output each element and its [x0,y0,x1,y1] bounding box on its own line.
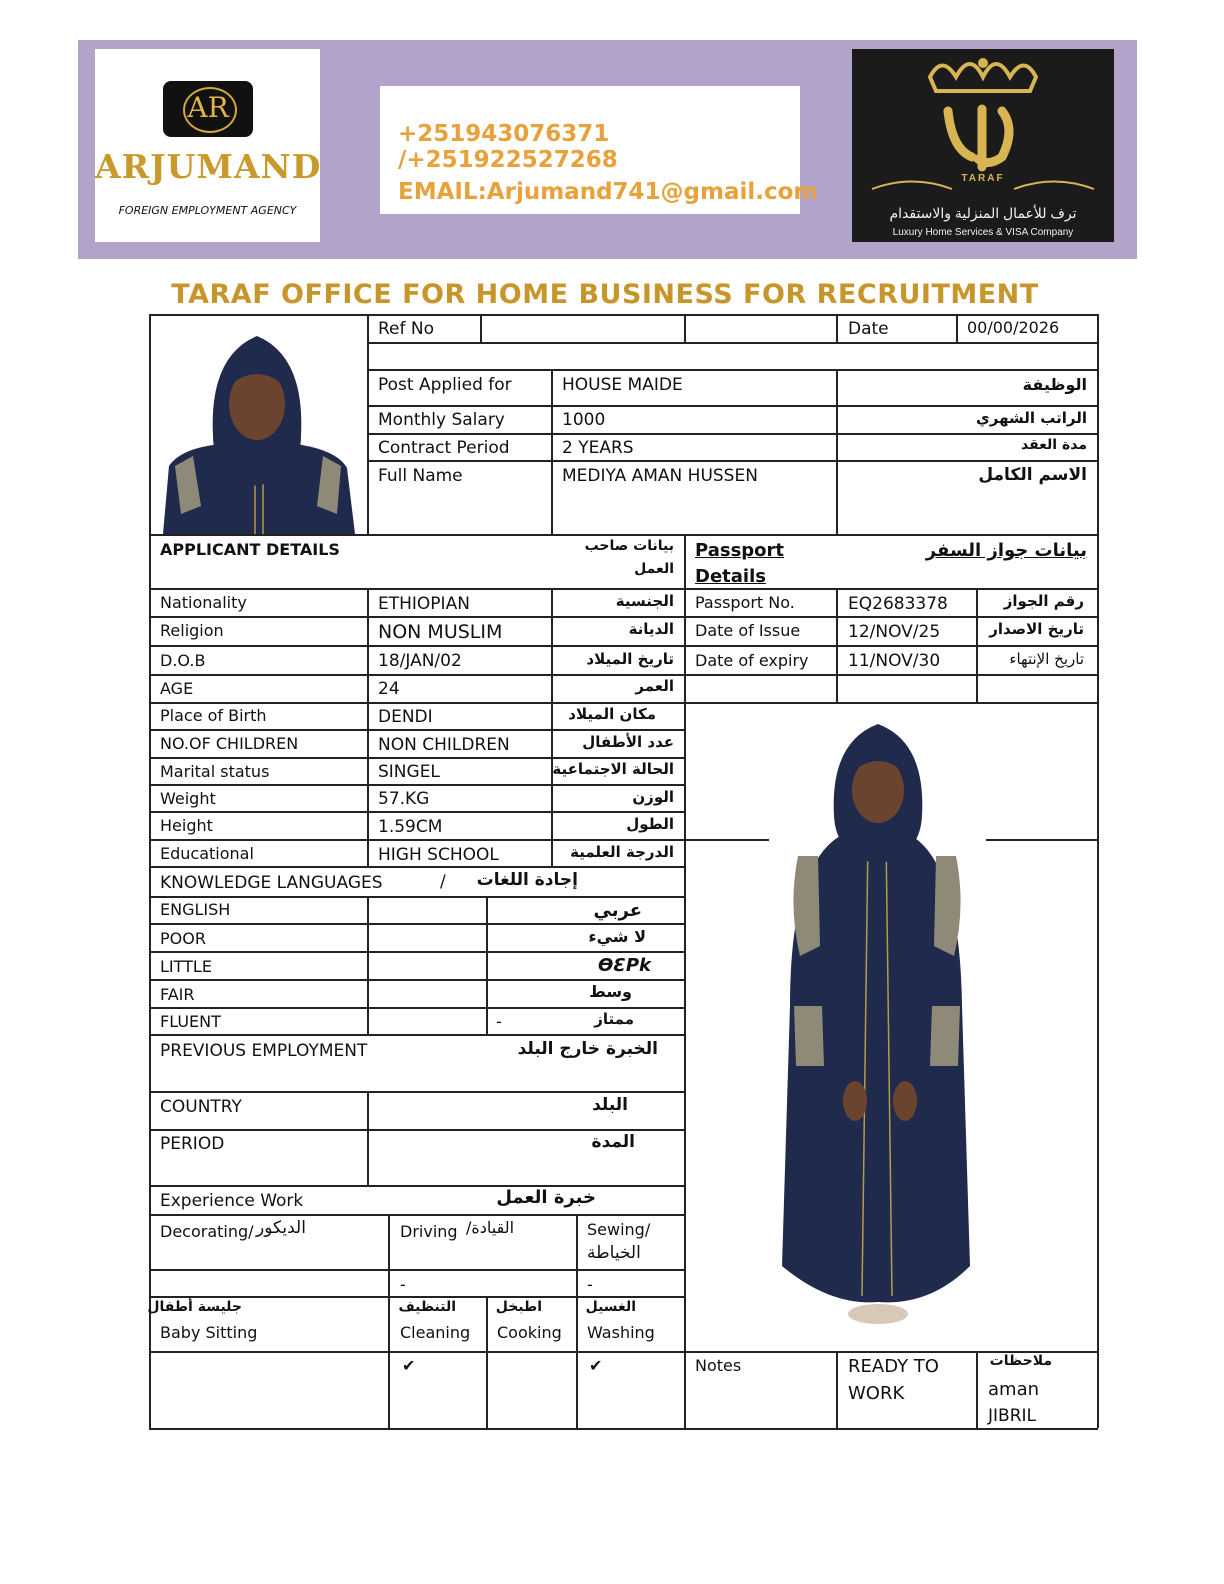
applicant-portrait-photo [151,316,366,534]
period-label: PERIOD [160,1134,225,1154]
agency-name: ARJUMAND [95,147,322,186]
language-row-mid: - [496,1012,502,1031]
ar-initials: AR [187,91,229,124]
cooking-arabic: اطبخل [495,1299,542,1315]
date-of-expiry-label: Date of expiry [695,651,809,670]
post-applied-label: Post Applied for [378,375,512,395]
applicant-details-arabic-1: بيانات صاحب [584,538,674,554]
weight-arabic: الوزن [632,788,674,806]
notes-label: Notes [695,1356,742,1375]
taraf-subtitle: Luxury Home Services & VISA Company [892,227,1074,238]
period-arabic: المدة [591,1132,635,1152]
date-of-issue-value: 12/NOV/25 [848,622,941,642]
age-value: 24 [378,679,400,699]
washing-check-icon: ✔ [589,1358,603,1375]
monthly-salary-label: Monthly Salary [378,410,505,430]
height-value: 1.59CM [378,817,443,837]
notes-extra-line-2: JIBRIL [988,1406,1036,1426]
previous-employment-heading: PREVIOUS EMPLOYMENT [160,1041,368,1061]
children-arabic: عدد الأطفال [582,733,674,751]
washing-arabic: الغسيل [585,1299,636,1315]
marital-status-arabic: الحالة الاجتماعية [552,760,674,778]
language-row-arabic: ممتاز [594,1010,634,1028]
baby-sitting-arabic: جليسة أطفال [147,1299,242,1315]
height-arabic: الطول [626,815,674,833]
experience-work-heading: Experience Work [160,1191,304,1211]
notes-value-line-2: WORK [848,1383,905,1404]
applicant-full-body-photo [770,706,985,1346]
language-row-arabic: عربي [593,900,642,921]
passport-details-arabic: بيانات جواز السفر [925,540,1087,561]
passport-no-arabic: رقم الجواز [1003,592,1084,610]
previous-employment-arabic: الخبرة خارج البلد [517,1039,658,1059]
contract-period-arabic: مدة العقد [1020,437,1087,453]
children-value: NON CHILDREN [378,735,510,755]
language-row-arabic: وسط [589,982,632,1001]
date-value: 00/00/2026 [967,318,1060,337]
language-row-label: FLUENT [160,1012,221,1031]
language-row-label: LITTLE [160,957,212,976]
arjumand-logo [95,49,320,242]
passport-details-heading-1: Passport [695,540,785,561]
country-label: COUNTRY [160,1097,242,1117]
date-label: Date [848,319,889,339]
notes-value-line-1: READY TO [848,1356,939,1377]
weight-label: Weight [160,789,216,808]
language-row-label: FAIR [160,985,195,1004]
religion-arabic: الديانة [628,620,674,638]
passport-no-value: EQ2683378 [848,594,948,614]
weight-value: 57.KG [378,789,430,809]
decorating-label: Decorating/ [160,1222,254,1241]
phone-numbers: +251943076371 /+251922527268 [398,121,618,173]
educational-arabic: الدرجة العلمية [570,843,674,861]
email-address: EMAIL:Arjumand741@gmail.com [398,179,818,205]
applicant-details-arabic-2: العمل [634,561,674,577]
country-arabic: البلد [592,1095,628,1115]
place-of-birth-arabic: مكان الميلاد [568,705,656,723]
languages-slash: / [440,872,446,892]
cleaning-arabic: التنظيف [398,1299,456,1315]
contract-period-value: 2 YEARS [562,438,634,458]
ref-no-label: Ref No [378,319,435,339]
sewing-label: Sewing/ [587,1220,651,1239]
taraf-logo [852,49,1114,242]
height-label: Height [160,816,213,835]
washing-label: Washing [587,1323,655,1342]
notes-extra-line-1: aman [988,1379,1040,1400]
educational-label: Educational [160,844,254,863]
dob-label: D.O.B [160,651,206,670]
experience-work-arabic: خبرة العمل [496,1187,596,1208]
notes-arabic: ملاحظات [989,1353,1052,1369]
educational-value: HIGH SCHOOL [378,845,499,865]
languages-heading: KNOWLEDGE LANGUAGES [160,873,383,893]
monthly-salary-value: 1000 [562,410,606,430]
sewing-dash: - [587,1275,593,1294]
passport-details-heading-2: Details [695,566,766,587]
agency-tagline: FOREIGN EMPLOYMENT AGENCY [118,204,297,217]
contract-period-label: Contract Period [378,438,510,458]
nationality-value: ETHIOPIAN [378,594,470,614]
decorating-arabic: الديكور [256,1218,306,1238]
children-label: NO.OF CHILDREN [160,734,299,753]
sewing-arabic: الخياطة [587,1243,641,1263]
full-name-label: Full Name [378,466,463,486]
driving-arabic: /القيادة [466,1218,515,1237]
date-of-expiry-value: 11/NOV/30 [848,651,941,671]
driving-dash: - [400,1275,406,1294]
applicant-details-heading: APPLICANT DETAILS [160,540,340,559]
page-title: TARAF OFFICE FOR HOME BUSINESS FOR RECRUITMENT [171,279,1039,310]
date-of-issue-label: Date of Issue [695,621,801,640]
cooking-label: Cooking [497,1323,562,1342]
marital-status-value: SINGEL [378,762,440,782]
religion-label: Religion [160,621,224,640]
post-applied-value: HOUSE MAIDE [562,375,683,395]
monthly-salary-arabic: الراتب الشهري [976,409,1087,427]
date-of-expiry-arabic: تاريخ الإنتهاء [1009,650,1084,668]
date-of-issue-arabic: تاريخ الاصدار [989,620,1084,638]
cleaning-check-icon: ✔ [402,1358,416,1375]
nationality-label: Nationality [160,593,247,612]
marital-status-label: Marital status [160,762,270,781]
language-row-arabic: لا شيء [588,927,646,946]
place-of-birth-value: DENDI [378,707,433,727]
language-row-label: POOR [160,929,206,948]
full-name-value: MEDIYA AMAN HUSSEN [562,466,758,486]
dob-arabic: تاريخ الميلاد [586,650,674,668]
contact-box [380,86,818,214]
religion-value: NON MUSLIM [378,621,503,643]
post-applied-arabic: الوظيفة [1022,375,1087,394]
cleaning-label: Cleaning [400,1323,471,1342]
ar-emblem [163,81,253,137]
baby-sitting-label: Baby Sitting [160,1323,258,1342]
taraf-wordmark: TARAF [961,173,1005,184]
language-row-arabic: ϴƐPk [598,955,651,976]
driving-label: Driving [400,1222,458,1241]
taraf-arabic-name: ترف للأعمال المنزلية والاستقدام [889,205,1077,221]
age-arabic: العمر [635,677,674,695]
place-of-birth-label: Place of Birth [160,706,267,725]
language-row-label: ENGLISH [160,900,231,919]
full-name-arabic: الاسم الكامل [978,465,1087,485]
languages-arabic: إجادة اللغات [476,870,578,890]
age-label: AGE [160,679,194,698]
dob-value: 18/JAN/02 [378,651,462,671]
nationality-arabic: الجنسية [615,592,674,610]
passport-no-label: Passport No. [695,593,795,612]
